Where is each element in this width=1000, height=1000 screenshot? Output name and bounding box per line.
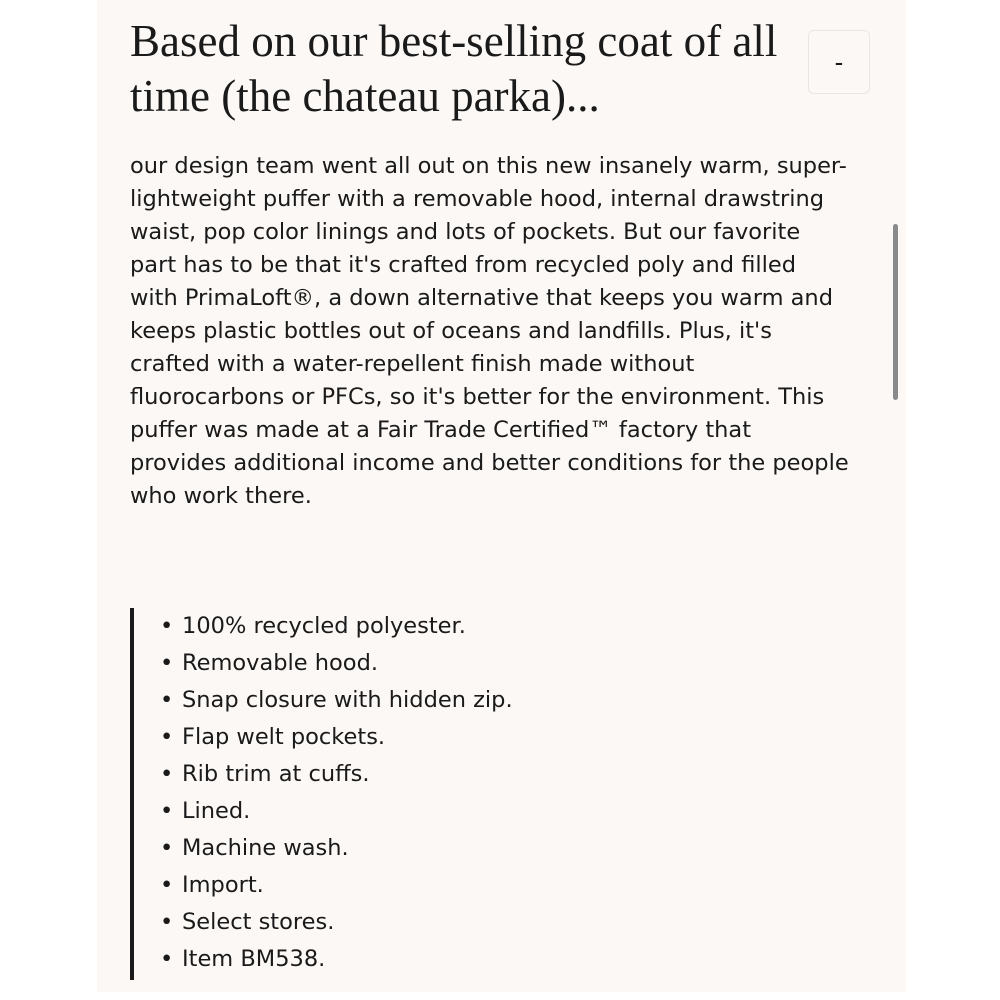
feature-text: Select stores.	[182, 909, 335, 935]
bullet-icon: •	[160, 872, 174, 898]
bullet-icon: •	[160, 687, 174, 713]
list-item	[160, 608, 830, 645]
feature-text: Rib trim at cuffs.	[182, 761, 370, 787]
collapse-button[interactable]: -	[808, 30, 870, 94]
list-item	[160, 682, 830, 719]
list-item	[160, 830, 830, 867]
feature-text: Machine wash.	[182, 835, 349, 861]
bullet-icon: •	[160, 835, 174, 861]
features-list	[134, 608, 830, 978]
feature-text: Item BM538.	[182, 946, 326, 972]
product-details-heading: Based on our best-selling coat of all time (the chateau parka)...	[130, 16, 778, 121]
cut-off-top-text	[0, 0, 90, 6]
bullet-icon: •	[160, 761, 174, 787]
feature-text: 100% recycled polyester.	[182, 613, 466, 639]
bullet-icon: •	[160, 613, 174, 639]
scrollbar-thumb[interactable]	[893, 224, 898, 400]
features-list-block	[130, 608, 830, 980]
bullet-icon: •	[160, 650, 174, 676]
bullet-icon: •	[160, 798, 174, 824]
feature-text: Flap welt pockets.	[182, 724, 386, 750]
feature-text: Snap closure with hidden zip.	[182, 687, 513, 713]
list-item	[160, 941, 830, 978]
list-item	[160, 904, 830, 941]
list-item	[160, 645, 830, 682]
feature-text: Import.	[182, 872, 264, 898]
bullet-icon: •	[160, 946, 174, 972]
list-item	[160, 793, 830, 830]
list-item	[160, 867, 830, 904]
product-description: our design team went all out on this new insanely warm, super-lightweight puffer with a removable hood, internal drawstring waist, pop color linings and lots of pockets. But our favorite part has to be that it's crafted from recycled poly and filled with PrimaLoft®, a down alternative that keeps you warm and keeps plastic bottles out of oceans and landfills. Plus, it's crafted with a water-repellent finish made without fluorocarbons or PFCs, so it's better for the environment. This puffer was made at a Fair Trade Certified™ factory that provides additional income and better conditions for the people who work there.	[130, 153, 849, 509]
feature-text: Lined.	[182, 798, 251, 824]
bullet-icon: •	[160, 909, 174, 935]
list-item	[160, 756, 830, 793]
bullet-icon: •	[160, 724, 174, 750]
list-item	[160, 719, 830, 756]
feature-text: Removable hood.	[182, 650, 379, 676]
